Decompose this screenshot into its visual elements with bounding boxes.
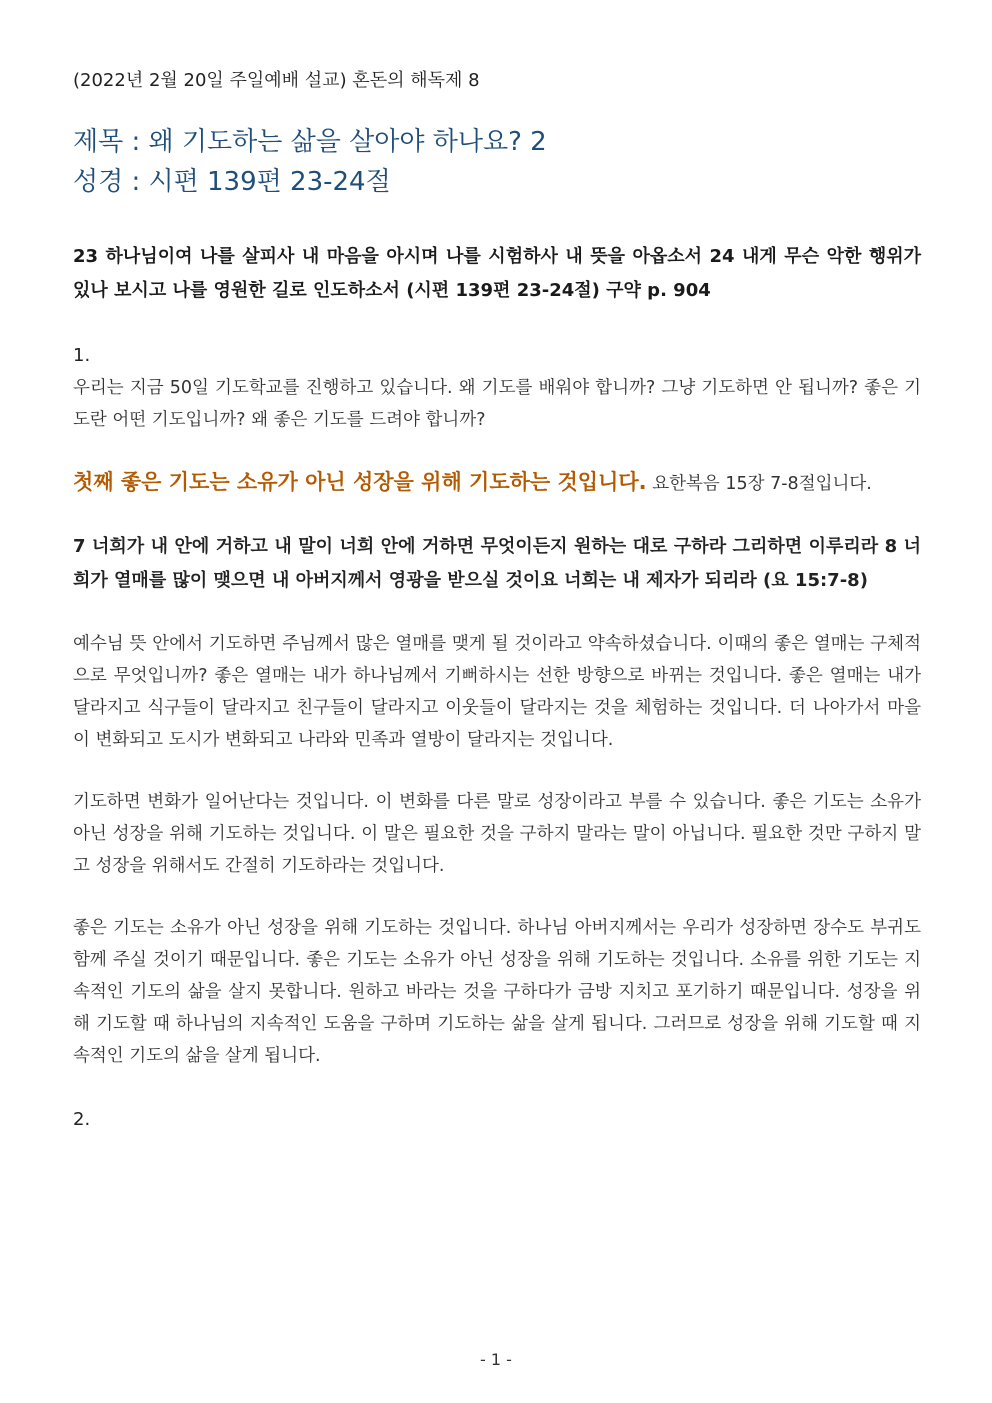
document-content [73,68,921,1136]
paragraph-fruit: 예수님 뜻 안에서 기도하면 주님께서 많은 열매를 맺게 될 것이라고 약속하셨습니다. 이때의 좋은 열매는 구체적으로 무엇입니까? 좋은 열매는 내가 하나님께서 기뻐하시는 선한 방향으로 바뀌는 것입니다. 좋은 열매는 내가 달라지고 식구들이 달라지고 친구들이 달라지고 이웃들이 달라지는 것을 체험하는 것입니다. 더 나아가서 마을이 변화되고 도시가 변화되고 나라와 민족과 열방이 달라지는 것입니다. [73,634,921,750]
sermon-title: 제목 : 왜 기도하는 삶을 살아야 하나요? 2 [73,127,547,157]
john-verse: 7 너희가 내 안에 거하고 내 말이 너희 안에 거하면 무엇이든지 원하는 대로 구하라 그리하면 이루리라 8 너희가 열매를 많이 맺으면 내 아버지께서 영광을 받으실 것이요 너희는 내 제자가 되리라 (요 15:7-8) [73,536,921,591]
page-number: - 1 - [480,1350,512,1369]
scripture-reference: 성경 : 시편 139편 23-24절 [73,167,391,197]
highlight-reference: 요한복음 15장 7-8절입니다. [646,474,872,494]
scripture-text: 23 하나님이여 나를 살피사 내 마음을 아시며 나를 시험하사 내 뜻을 아옵소서 24 내게 무슨 악한 행위가 있나 보시고 나를 영원한 길로 인도하소서 (시편 139편 23-24절) 구약 p. 904 [73,246,921,301]
section1-intro: 우리는 지금 50일 기도학교를 진행하고 있습니다. 왜 기도를 배워야 합니까? 그냥 기도하면 안 됩니까? 좋은 기도란 어떤 기도입니까? 왜 좋은 기도를 드려야 합니까? [73,378,921,430]
highlight-statement: 첫째 좋은 기도는 소유가 아닌 성장을 위해 기도하는 것입니다. [73,470,647,494]
sermon-header: (2022년 2월 20일 주일예배 설교) 혼돈의 해독제 8 [73,70,480,91]
highlight-paragraph [73,466,921,500]
section-number-1: 1. [73,345,91,366]
section-number-2: 2. [73,1109,91,1130]
paragraph-growth: 좋은 기도는 소유가 아닌 성장을 위해 기도하는 것입니다. 하나님 아버지께서는 우리가 성장하면 장수도 부귀도 함께 주실 것이기 때문입니다. 좋은 기도는 소유가 아닌 성장을 위해 기도하는 것입니다. 소유를 위한 기도는 지속적인 기도의 삶을 살지 못합니다. 원하고 바라는 것을 구하다가 금방 지치고 포기하기 때문입니다. 성장을 위해 기도할 때 하나님의 지속적인 도움을 구하며 기도하는 삶을 살게 됩니다. 그러므로 성장을 위해 기도할 때 지속적인 기도의 삶을 살게 됩니다. [73,918,921,1066]
paragraph-change: 기도하면 변화가 일어난다는 것입니다. 이 변화를 다른 말로 성장이라고 부를 수 있습니다. 좋은 기도는 소유가 아닌 성장을 위해 기도하는 것입니다. 이 말은 필요한 것을 구하지 말라는 말이 아닙니다. 필요한 것만 구하지 말고 성장을 위해서도 간절히 기도하라는 것입니다. [73,792,921,876]
